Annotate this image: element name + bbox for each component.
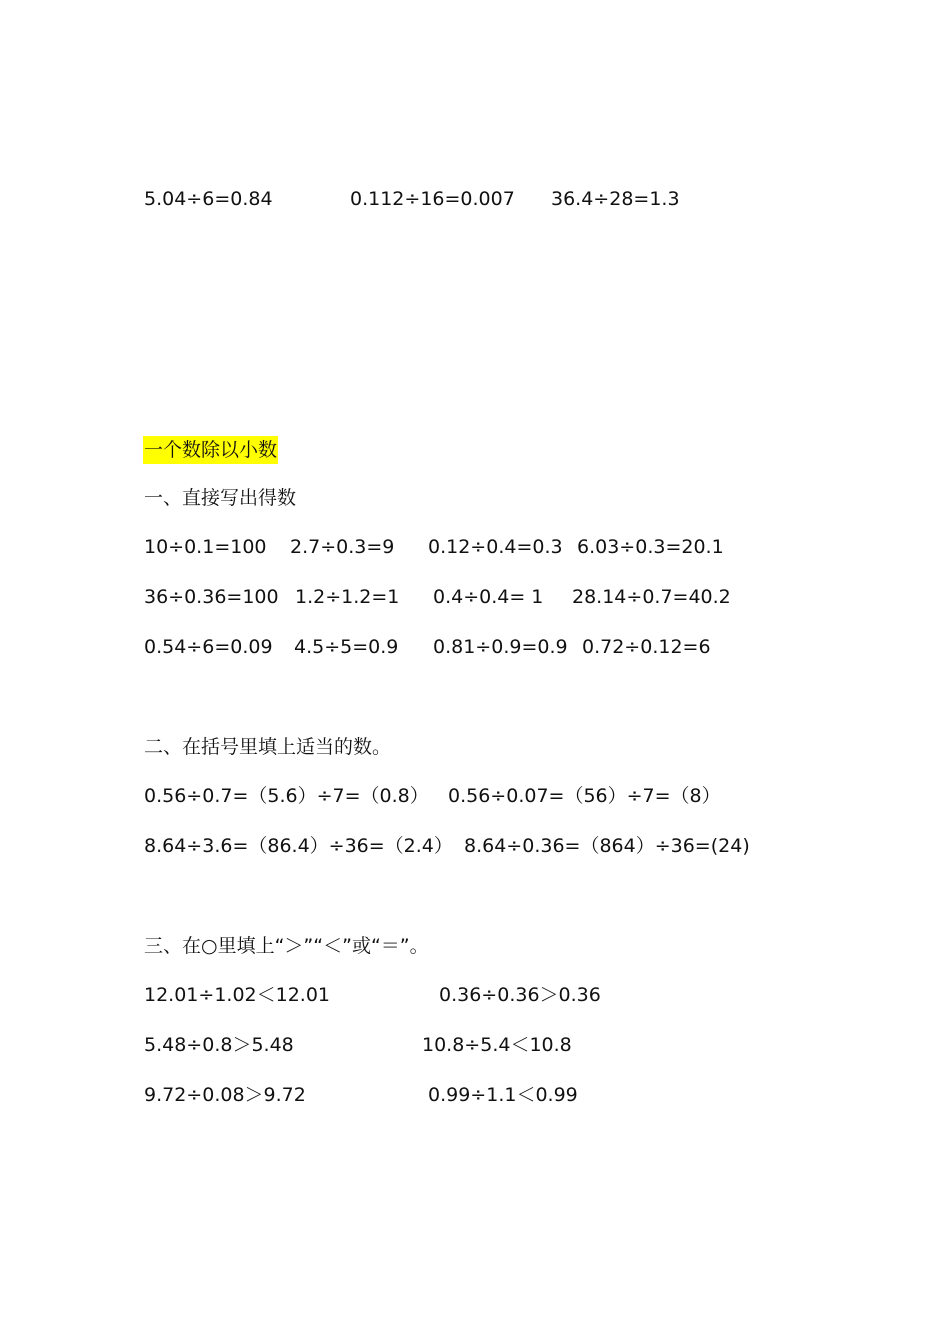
comparison: 0.36÷0.36＞0.36 (439, 984, 601, 1006)
equation: 8.64÷3.6=（86.4）÷36=（2.4） (144, 835, 453, 857)
equation: 5.04÷6=0.84 (144, 188, 273, 210)
equation: 1.2÷1.2=1 (295, 586, 400, 608)
equation: 0.54÷6=0.09 (144, 636, 273, 658)
equation: 4.5÷5=0.9 (294, 636, 399, 658)
part2-heading: 二、在括号里填上适当的数。 (144, 736, 392, 758)
equation: 36.4÷28=1.3 (551, 188, 680, 210)
equation: 8.64÷0.36=（864）÷36=(24) (464, 835, 750, 857)
equation: 0.4÷0.4= 1 (433, 586, 544, 608)
part3-heading: 三、在○里填上“＞”“＜”或“＝”。 (144, 935, 429, 957)
equation: 6.03÷0.3=20.1 (577, 536, 724, 558)
equation: 10÷0.1=100 (144, 536, 267, 558)
comparison: 12.01÷1.02＜12.01 (144, 984, 331, 1006)
equation: 0.56÷0.7=（5.6）÷7=（0.8） (144, 785, 429, 807)
section-title: 一个数除以小数 (143, 436, 278, 464)
comparison: 10.8÷5.4＜10.8 (422, 1034, 572, 1056)
comparison: 0.99÷1.1＜0.99 (428, 1084, 578, 1106)
equation: 0.112÷16=0.007 (350, 188, 515, 210)
comparison: 9.72÷0.08＞9.72 (144, 1084, 306, 1106)
equation: 0.72÷0.12=6 (582, 636, 711, 658)
equation: 36÷0.36=100 (144, 586, 279, 608)
equation: 0.12÷0.4=0.3 (428, 536, 563, 558)
equation: 0.81÷0.9=0.9 (433, 636, 568, 658)
comparison: 5.48÷0.8＞5.48 (144, 1034, 294, 1056)
part1-heading: 一、直接写出得数 (144, 487, 297, 509)
equation: 0.56÷0.07=（56）÷7=（8） (448, 785, 721, 807)
equation: 2.7÷0.3=9 (290, 536, 395, 558)
equation: 28.14÷0.7=40.2 (572, 586, 731, 608)
